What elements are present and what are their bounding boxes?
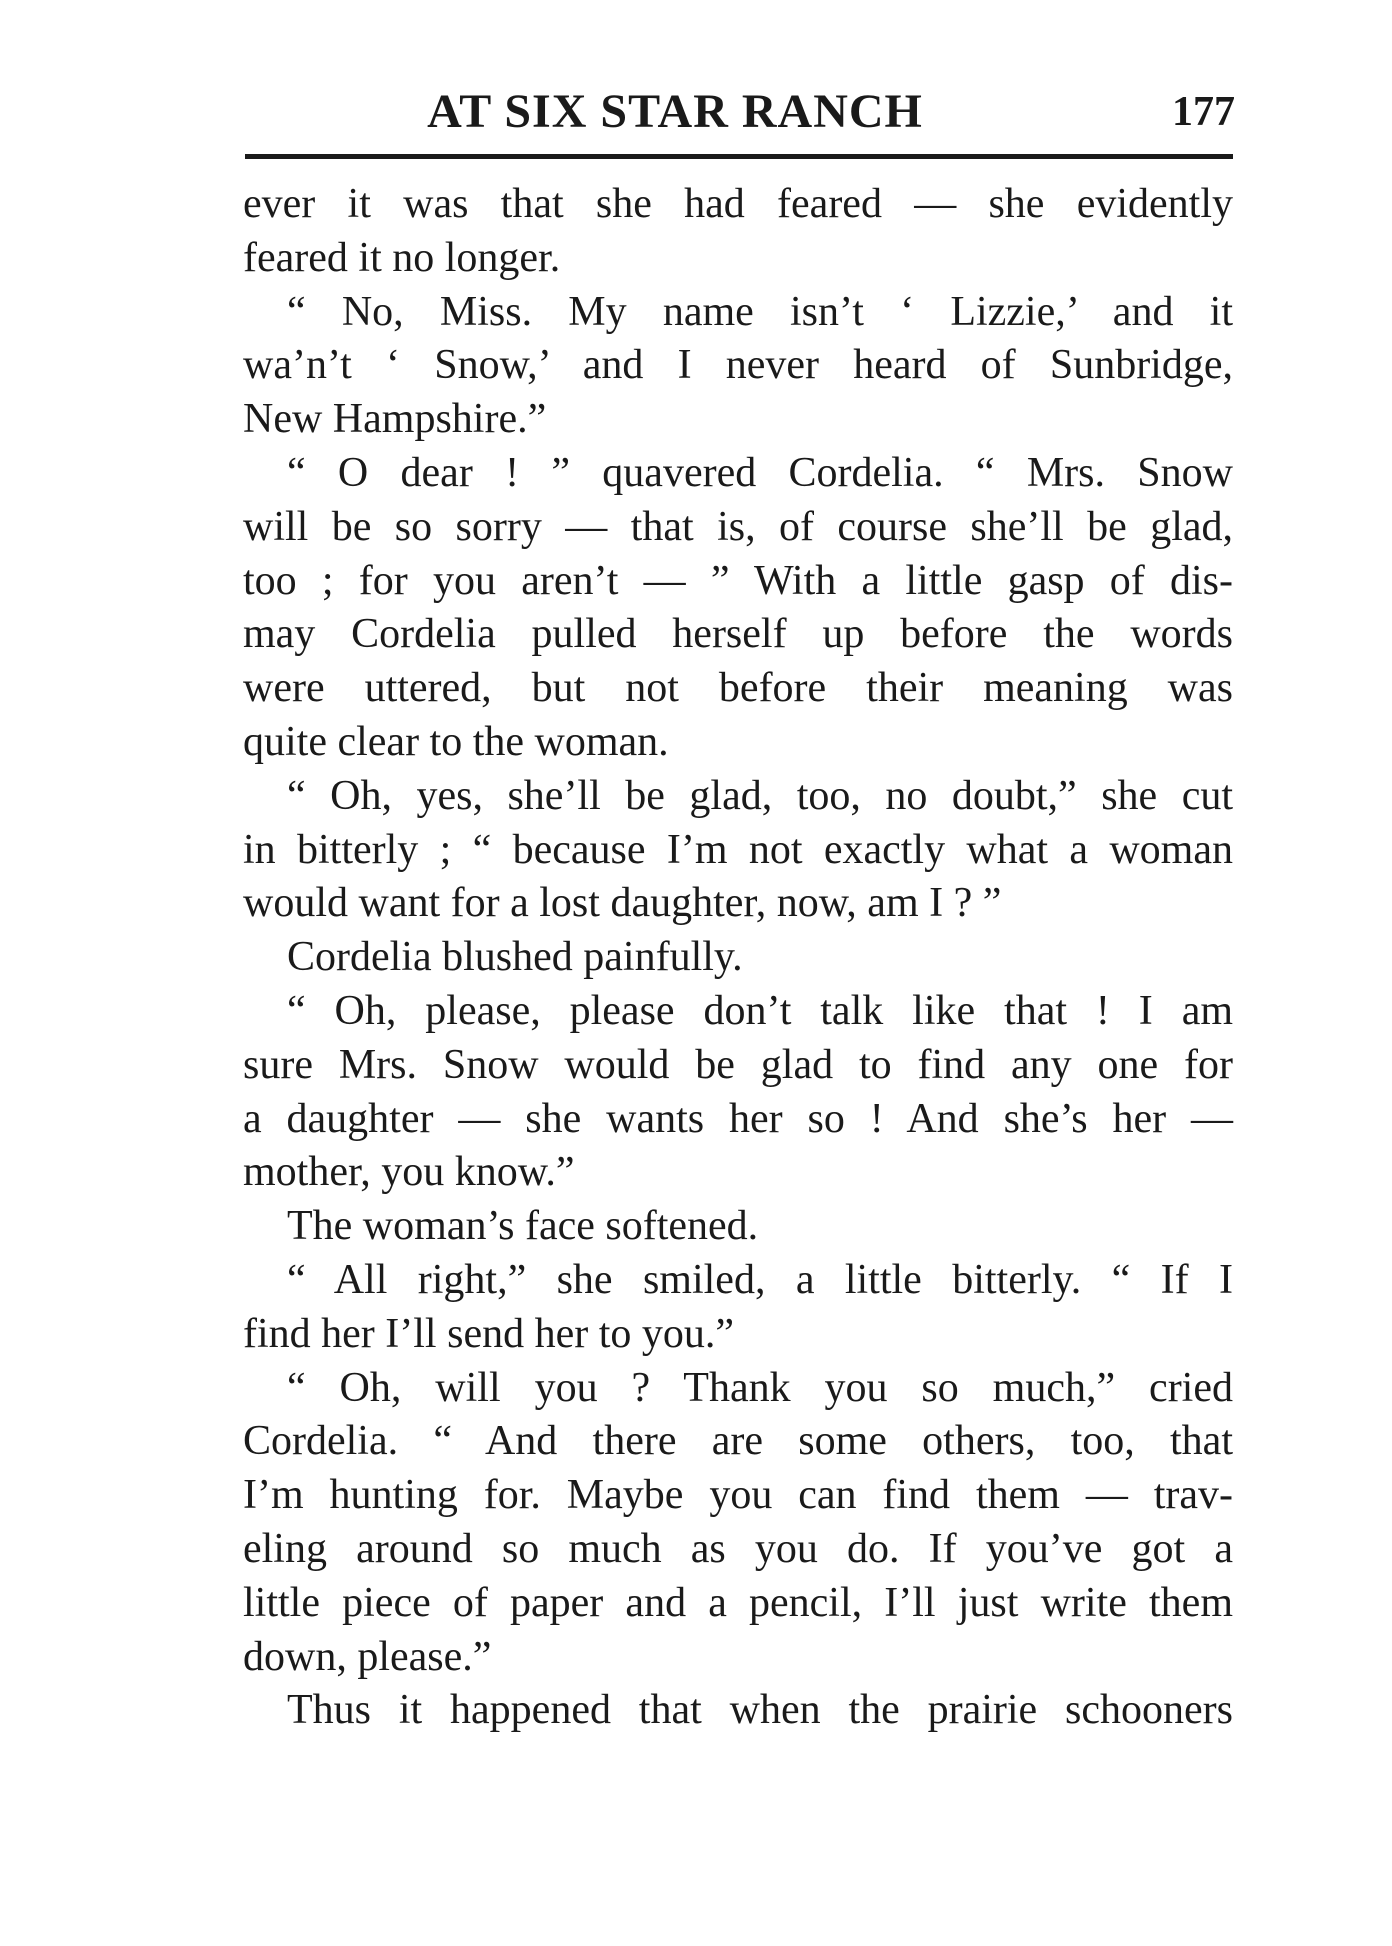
text-line: find her I’ll send her to you.” — [243, 1310, 735, 1357]
text-line: I’m hunting for. Maybe you can find them — trav- — [243, 1472, 1233, 1519]
text-line: “ O dear ! ” quavered Cordelia. “ Mrs. Snow — [287, 449, 1233, 496]
text-line: may Cordelia pulled herself up before the words — [243, 611, 1233, 658]
text-line: too ; for you aren’t — ” With a little gasp of dis- — [243, 557, 1233, 604]
text-line: Cordelia. “ And there are some others, too, that — [243, 1418, 1233, 1465]
text-line: mother, you know.” — [243, 1149, 575, 1196]
running-head — [245, 82, 1235, 142]
text-line: Thus it happened that when the prairie schooners — [287, 1687, 1233, 1734]
text-line: little piece of paper and a pencil, I’ll just write them — [243, 1579, 1233, 1626]
text-line: “ All right,” she smiled, a little bitterly. “ If I — [287, 1256, 1233, 1303]
text-line: were uttered, but not before their meaning was — [243, 665, 1233, 712]
text-line: eling around so much as you do. If you’ve got a — [243, 1525, 1233, 1572]
text-line: wa’n’t ‘ Snow,’ and I never heard of Sunbridge, — [243, 342, 1233, 389]
text-line: “ Oh, will you ? Thank you so much,” cried — [287, 1364, 1233, 1411]
header-rule — [245, 154, 1233, 159]
body-text — [243, 178, 1233, 1738]
text-line: a daughter — she wants her so ! And she’s her — — [243, 1095, 1233, 1142]
page-number: 177 — [1172, 89, 1235, 135]
text-line: in bitterly ; “ because I’m not exactly what a woman — [243, 826, 1233, 873]
text-line: The woman’s face softened. — [287, 1203, 759, 1250]
text-line: quite clear to the woman. — [243, 718, 669, 765]
text-line: New Hampshire.” — [243, 396, 547, 443]
running-title: AT SIX STAR RANCH — [427, 85, 923, 138]
text-line: “ No, Miss. My name isn’t ‘ Lizzie,’ and it — [287, 288, 1233, 335]
text-line: ever it was that she had feared — she evidently — [243, 181, 1233, 227]
text-line: Cordelia blushed painfully. — [287, 934, 743, 981]
text-line: sure Mrs. Snow would be glad to find any one for — [243, 1041, 1233, 1088]
text-line: down, please.” — [243, 1633, 492, 1680]
text-line: “ Oh, please, please don’t talk like that ! I am — [287, 987, 1233, 1034]
text-line: would want for a lost daughter, now, am I ? ” — [243, 880, 1002, 927]
text-line: “ Oh, yes, she’ll be glad, too, no doubt,” she cut — [287, 772, 1233, 819]
text-line: feared it no longer. — [243, 234, 561, 281]
text-line: will be so sorry — that is, of course she’ll be glad, — [243, 503, 1233, 550]
